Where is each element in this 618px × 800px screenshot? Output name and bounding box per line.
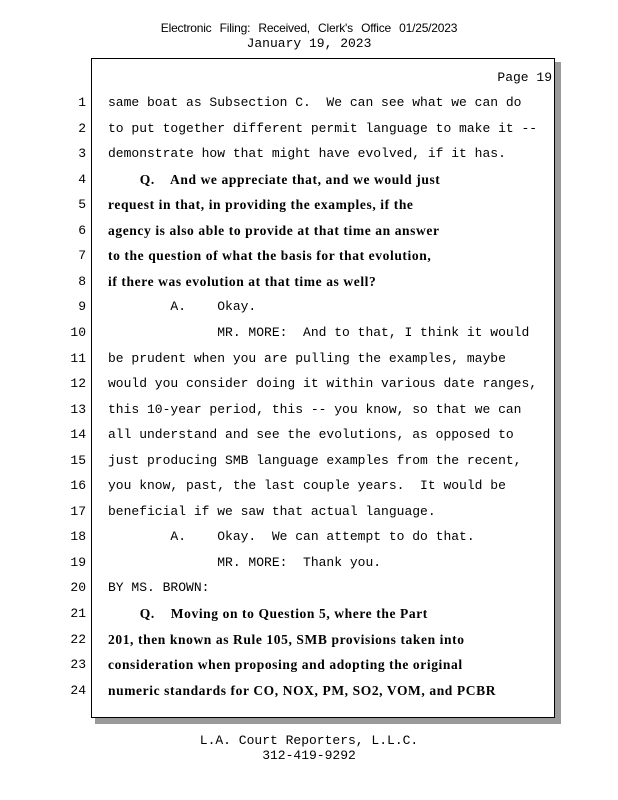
- line-number: 18: [70, 529, 86, 544]
- transcript-line: be prudent when you are pulling the examples, maybe: [108, 351, 506, 366]
- transcript-line: to put together different permit language to make it --: [108, 121, 538, 136]
- reporter-phone: 312-419-9292: [262, 748, 356, 763]
- line-number: 17: [70, 504, 86, 519]
- line-number: 8: [78, 274, 86, 289]
- line-number: 12: [70, 376, 86, 391]
- transcript-line: just producing SMB language examples from the recent,: [108, 453, 522, 468]
- line-number: 1: [78, 95, 86, 110]
- transcript-date: January 19, 2023: [246, 36, 372, 51]
- line-number: 2: [78, 121, 86, 136]
- line-number: 4: [78, 172, 86, 187]
- line-number: 13: [70, 402, 86, 417]
- transcript-line: you know, past, the last couple years. It would be: [108, 478, 506, 493]
- line-number: 14: [70, 427, 86, 442]
- transcript-line: same boat as Subsection C. We can see what we can do: [108, 95, 522, 110]
- transcript-line: consideration when proposing and adopting the original: [108, 657, 463, 672]
- transcript-line: 201, then known as Rule 105, SMB provisions taken into: [108, 632, 465, 647]
- transcript-line: beneficial if we saw that actual language.: [108, 504, 436, 519]
- line-number: 19: [70, 555, 86, 570]
- line-number: 7: [78, 248, 86, 263]
- transcript-line: would you consider doing it within various date ranges,: [108, 376, 538, 391]
- line-number: 5: [78, 197, 86, 212]
- line-number: 21: [70, 606, 86, 621]
- line-number: 6: [78, 223, 86, 238]
- line-number: 15: [70, 453, 86, 468]
- page-number: Page 19: [497, 70, 552, 85]
- transcript-line: MR. MORE: Thank you.: [108, 555, 382, 570]
- transcript-line: MR. MORE: And to that, I think it would: [108, 325, 530, 340]
- transcript-line: all understand and see the evolutions, as opposed to: [108, 427, 514, 442]
- line-number: 24: [70, 683, 86, 698]
- transcript-line: A. Okay.: [108, 299, 257, 314]
- line-number: 3: [78, 146, 86, 161]
- line-number: 23: [70, 657, 86, 672]
- transcript-line: Q. Moving on to Question 5, where the Part: [108, 606, 428, 621]
- transcript-line: Q. And we appreciate that, and we would just: [108, 172, 441, 187]
- filing-stamp: Electronic Filing: Received, Clerk's Office 01/25/2023: [160, 21, 458, 35]
- transcript-line: if there was evolution at that time as well?: [108, 274, 377, 289]
- transcript-line: numeric standards for CO, NOX, PM, SO2, VOM, and PCBR: [108, 683, 497, 698]
- transcript-line: agency is also able to provide at that time an answer: [108, 223, 440, 238]
- transcript-line: this 10-year period, this -- you know, so that we can: [108, 402, 522, 417]
- transcript-line: request in that, in providing the examples, if the: [108, 197, 414, 212]
- transcript-line: A. Okay. We can attempt to do that.: [108, 529, 475, 544]
- line-number: 16: [70, 478, 86, 493]
- transcript-line: demonstrate how that might have evolved, if it has.: [108, 146, 506, 161]
- line-number: 20: [70, 580, 86, 595]
- line-number: 11: [70, 351, 86, 366]
- line-number: 22: [70, 632, 86, 647]
- transcript-line: to the question of what the basis for that evolution,: [108, 248, 432, 263]
- reporter-company: L.A. Court Reporters, L.L.C.: [199, 733, 419, 748]
- line-number: 10: [70, 325, 86, 340]
- line-number: 9: [78, 299, 86, 314]
- transcript-line: BY MS. BROWN:: [108, 580, 210, 595]
